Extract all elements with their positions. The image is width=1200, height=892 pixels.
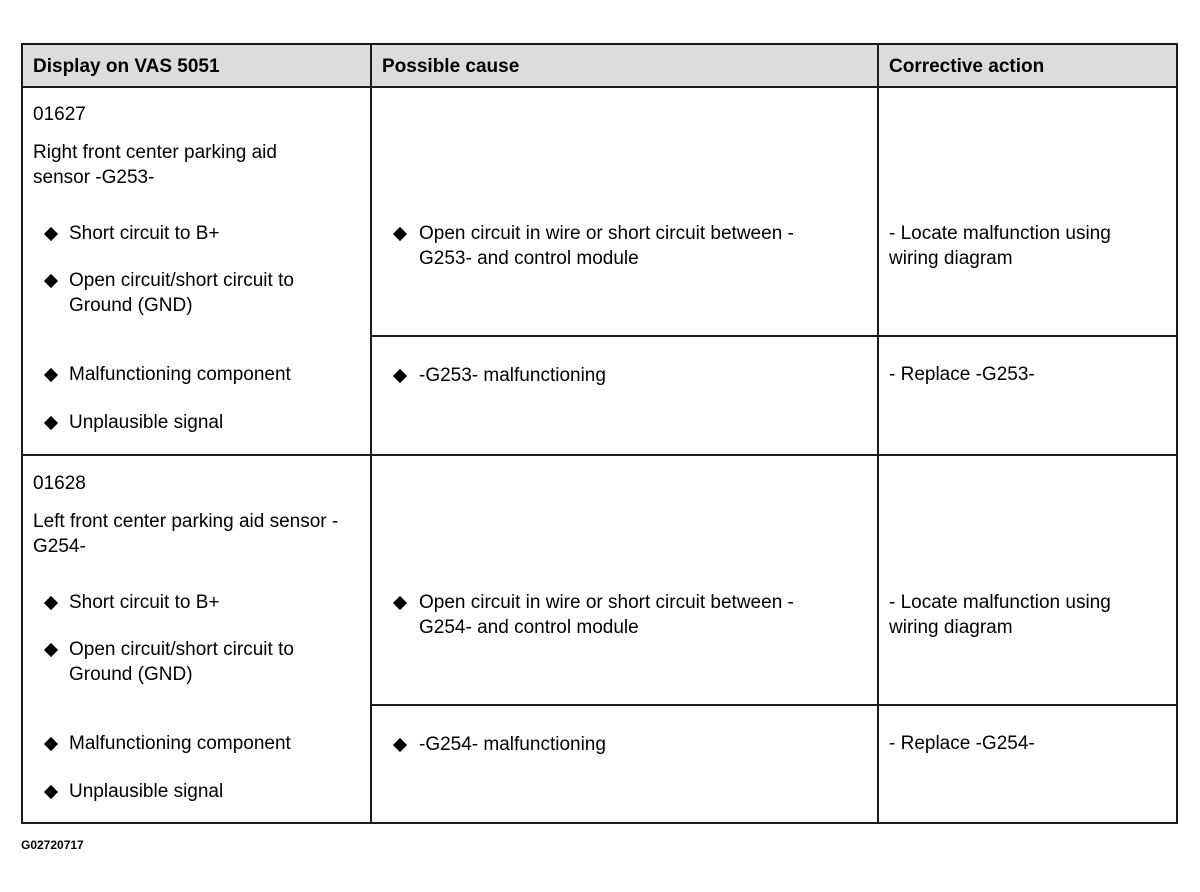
diamond-bullet-icon bbox=[393, 369, 407, 383]
possible-cause: Open circuit in wire or short circuit between - bbox=[419, 223, 794, 244]
diamond-bullet-icon bbox=[44, 643, 58, 657]
fault-condition: Open circuit/short circuit to bbox=[69, 639, 294, 660]
fault-code: 01628 bbox=[33, 473, 86, 494]
header-possible-cause: Possible cause bbox=[382, 56, 520, 77]
diamond-bullet-icon bbox=[44, 596, 58, 610]
possible-cause: -G253- malfunctioning bbox=[419, 365, 606, 386]
fault-condition: Unplausible signal bbox=[69, 781, 224, 802]
sub-row-divider bbox=[370, 335, 1176, 337]
diamond-bullet-icon bbox=[44, 416, 58, 430]
fault-description: G254- bbox=[33, 536, 86, 557]
corrective-action: - Locate malfunction using bbox=[889, 223, 1111, 244]
possible-cause: -G254- malfunctioning bbox=[419, 734, 606, 755]
diamond-bullet-icon bbox=[44, 737, 58, 751]
table-header-row bbox=[23, 45, 1176, 88]
fault-condition: Ground (GND) bbox=[69, 664, 193, 685]
diamond-bullet-icon bbox=[393, 227, 407, 241]
fault-description: sensor -G253- bbox=[33, 167, 155, 188]
corrective-action: - Locate malfunction using bbox=[889, 592, 1111, 613]
figure-id: G02720717 bbox=[21, 838, 84, 852]
fault-condition: Malfunctioning component bbox=[69, 733, 291, 754]
diamond-bullet-icon bbox=[44, 227, 58, 241]
header-divider bbox=[23, 86, 1176, 88]
corrective-action: - Replace -G254- bbox=[889, 733, 1035, 754]
fault-condition: Short circuit to B+ bbox=[69, 223, 220, 244]
corrective-action: wiring diagram bbox=[889, 617, 1013, 638]
fault-description: Left front center parking aid sensor - bbox=[33, 511, 339, 532]
group-divider bbox=[23, 454, 1176, 456]
fault-condition: Unplausible signal bbox=[69, 412, 224, 433]
possible-cause: Open circuit in wire or short circuit between - bbox=[419, 592, 794, 613]
corrective-action: - Replace -G253- bbox=[889, 364, 1035, 385]
diamond-bullet-icon bbox=[393, 596, 407, 610]
diamond-bullet-icon bbox=[44, 785, 58, 799]
possible-cause: G253- and control module bbox=[419, 248, 639, 269]
fault-condition: Malfunctioning component bbox=[69, 364, 291, 385]
corrective-action: wiring diagram bbox=[889, 248, 1013, 269]
sub-row-divider bbox=[370, 704, 1176, 706]
diamond-bullet-icon bbox=[393, 738, 407, 752]
fault-code: 01627 bbox=[33, 104, 86, 125]
header-display: Display on VAS 5051 bbox=[33, 56, 220, 77]
fault-description: Right front center parking aid bbox=[33, 142, 277, 163]
diamond-bullet-icon bbox=[44, 368, 58, 382]
fault-condition: Ground (GND) bbox=[69, 295, 193, 316]
fault-condition: Short circuit to B+ bbox=[69, 592, 220, 613]
possible-cause: G254- and control module bbox=[419, 617, 639, 638]
diamond-bullet-icon bbox=[44, 274, 58, 288]
fault-condition: Open circuit/short circuit to bbox=[69, 270, 294, 291]
diagnostic-table bbox=[21, 43, 1178, 824]
header-corrective-action: Corrective action bbox=[889, 56, 1045, 77]
